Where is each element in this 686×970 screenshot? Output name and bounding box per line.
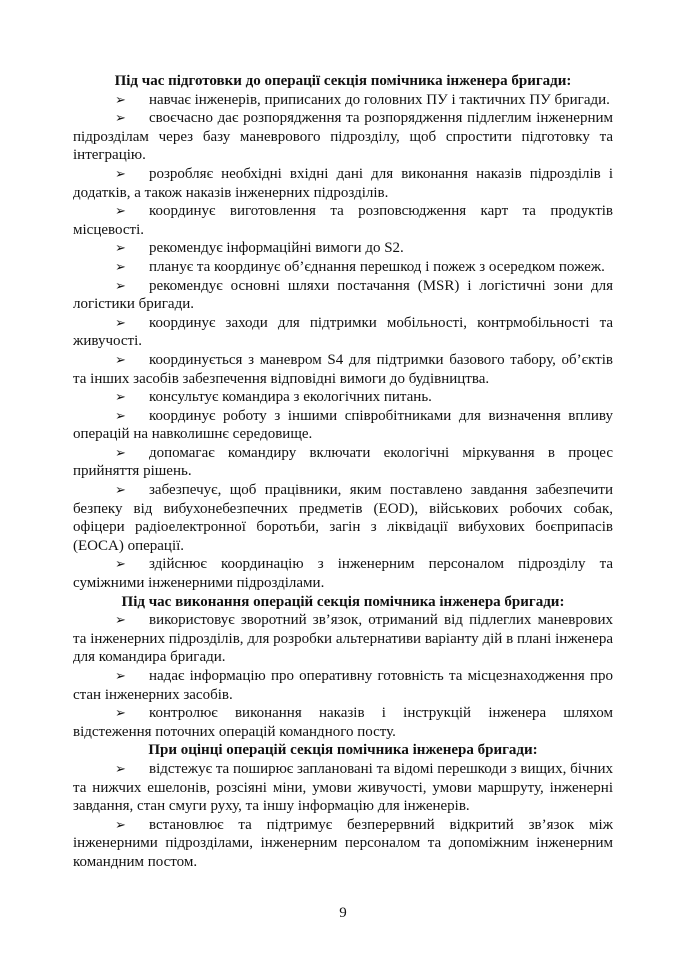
list-item-text: координує заходи для підтримки мобільності, контрмобільності та живучості.: [73, 314, 613, 350]
arrowhead-bullet-icon: ➢: [115, 240, 126, 256]
arrowhead-bullet-icon: ➢: [115, 444, 126, 460]
list-item: [73, 760, 613, 816]
list-item: [73, 277, 613, 314]
arrowhead-bullet-icon: ➢: [115, 389, 126, 405]
list-item: [73, 109, 613, 165]
arrowhead-bullet-icon: ➢: [115, 705, 126, 721]
list-item-text: планує та координує об’єднання перешкод і пожеж з осередком пожеж.: [149, 258, 605, 275]
arrowhead-bullet-icon: ➢: [115, 668, 126, 683]
arrowhead-bullet-icon: ➢: [115, 277, 126, 293]
list-item: [73, 667, 613, 704]
page-number: 9: [339, 905, 347, 921]
arrowhead-bullet-icon: ➢: [115, 314, 126, 330]
list-item-text: надає інформацію про оперативну готовність та місцезнаходження про стан інженерних засобів.: [73, 668, 613, 703]
list-item-text: відстежує та поширює заплановані та відомі перешкоди з вищих, бічних та нижчих ешелонів, розсіяні міни, умови живучості, умови маршруту, інженерні завдання, стан смуги руху, та іншу інформацію для інженерів.: [73, 760, 613, 815]
list-item: [73, 611, 613, 667]
list-item: [73, 816, 613, 872]
list-item-text: контролює виконання наказів і інструкцій інженера шляхом відстеження поточних операцій командного посту.: [73, 705, 613, 740]
list-item-text: рекомендує основні шляхи постачання (MSR) і логістичні зони для логістики бригади.: [73, 277, 613, 313]
arrowhead-bullet-icon: ➢: [115, 816, 126, 832]
list-item-text: навчає інженерів, приписаних до головних ПУ і тактичних ПУ бригади.: [149, 91, 610, 108]
list-item-text: консультує командира з екологічних питань.: [149, 389, 432, 406]
list-item-text: використовує зворотний зв’язок, отриманий від підлеглих маневрових та інженерних підрозділів, для розробки альтернативи варіанту дій в плані інженера для командира бригади.: [73, 612, 613, 666]
arrowhead-bullet-icon: ➢: [115, 482, 126, 498]
list-item: [73, 388, 613, 407]
arrowhead-bullet-icon: ➢: [115, 556, 126, 572]
list-item-text: розробляє необхідні вхідні дані для виконання наказів підрозділів і додатків, а також наказів інженерних підрозділів.: [73, 165, 613, 201]
arrowhead-bullet-icon: ➢: [115, 203, 126, 219]
page-content: [73, 72, 613, 872]
list-item-text: встановлює та підтримує безперервний відкритий зв’язок між інженерними підрозділами, інженерним персоналом та допоміжним інженерним командним постом.: [73, 816, 613, 870]
list-item-text: забезпечує, щоб працівники, яким поставлено завдання забезпечити безпеку від вибухонебезпечних предметів (EOD), військових робочих собак, офіцери радіоелектронної боротьби, загін з ліквідації вибухових боєприпасів (EOCA) операції.: [73, 482, 613, 554]
section-heading: Під час підготовки до операції секція помічника інженера бригади:: [114, 73, 572, 89]
list-item: [73, 407, 613, 444]
section-heading: Під час виконання операцій секція помічника інженера бригади:: [121, 593, 565, 610]
arrowhead-bullet-icon: ➢: [115, 612, 126, 628]
arrowhead-bullet-icon: ➢: [115, 91, 126, 107]
list-item-text: допомагає командиру включати екологічні міркування в процес прийняття рішень.: [73, 444, 613, 480]
list-item-text: своєчасно дає розпорядження та розпорядження підлеглим інженерним підрозділам через базу маневрового підрозділу, щоб спростити підготовку та інтеграцію.: [73, 110, 613, 164]
list-item: [73, 444, 613, 481]
arrowhead-bullet-icon: ➢: [115, 110, 126, 126]
list-item-text: координується з маневром S4 для підтримки базового табору, об’єктів та інших засобів забезпечення відповідні вимоги до будівництва.: [73, 351, 613, 387]
arrowhead-bullet-icon: ➢: [115, 407, 126, 423]
list-item: [73, 239, 613, 258]
list-item: [73, 704, 613, 741]
arrowhead-bullet-icon: ➢: [115, 258, 126, 274]
arrowhead-bullet-icon: ➢: [115, 760, 126, 776]
list-item: [73, 351, 613, 388]
list-item: [73, 91, 613, 110]
list-item-text: координує виготовлення та розповсюдження карт та продуктів місцевості.: [73, 203, 613, 238]
list-item-text: рекомендує інформаційні вимоги до S2.: [149, 240, 404, 257]
list-item: [73, 202, 613, 239]
arrowhead-bullet-icon: ➢: [115, 165, 126, 181]
list-item-text: здійснює координацію з інженерним персоналом підрозділу та суміжними інженерними підрозділами.: [73, 556, 613, 592]
list-item: [73, 165, 613, 202]
list-item-text: координує роботу з іншими співробітниками для визначення впливу операцій на навколишнє середовище.: [73, 407, 613, 443]
section-heading: При оцінці операцій секція помічника інженера бригади:: [148, 742, 538, 759]
arrowhead-bullet-icon: ➢: [115, 351, 126, 367]
list-item: [73, 314, 613, 351]
list-item: [73, 555, 613, 592]
list-item: [73, 481, 613, 555]
list-item: [73, 258, 613, 277]
